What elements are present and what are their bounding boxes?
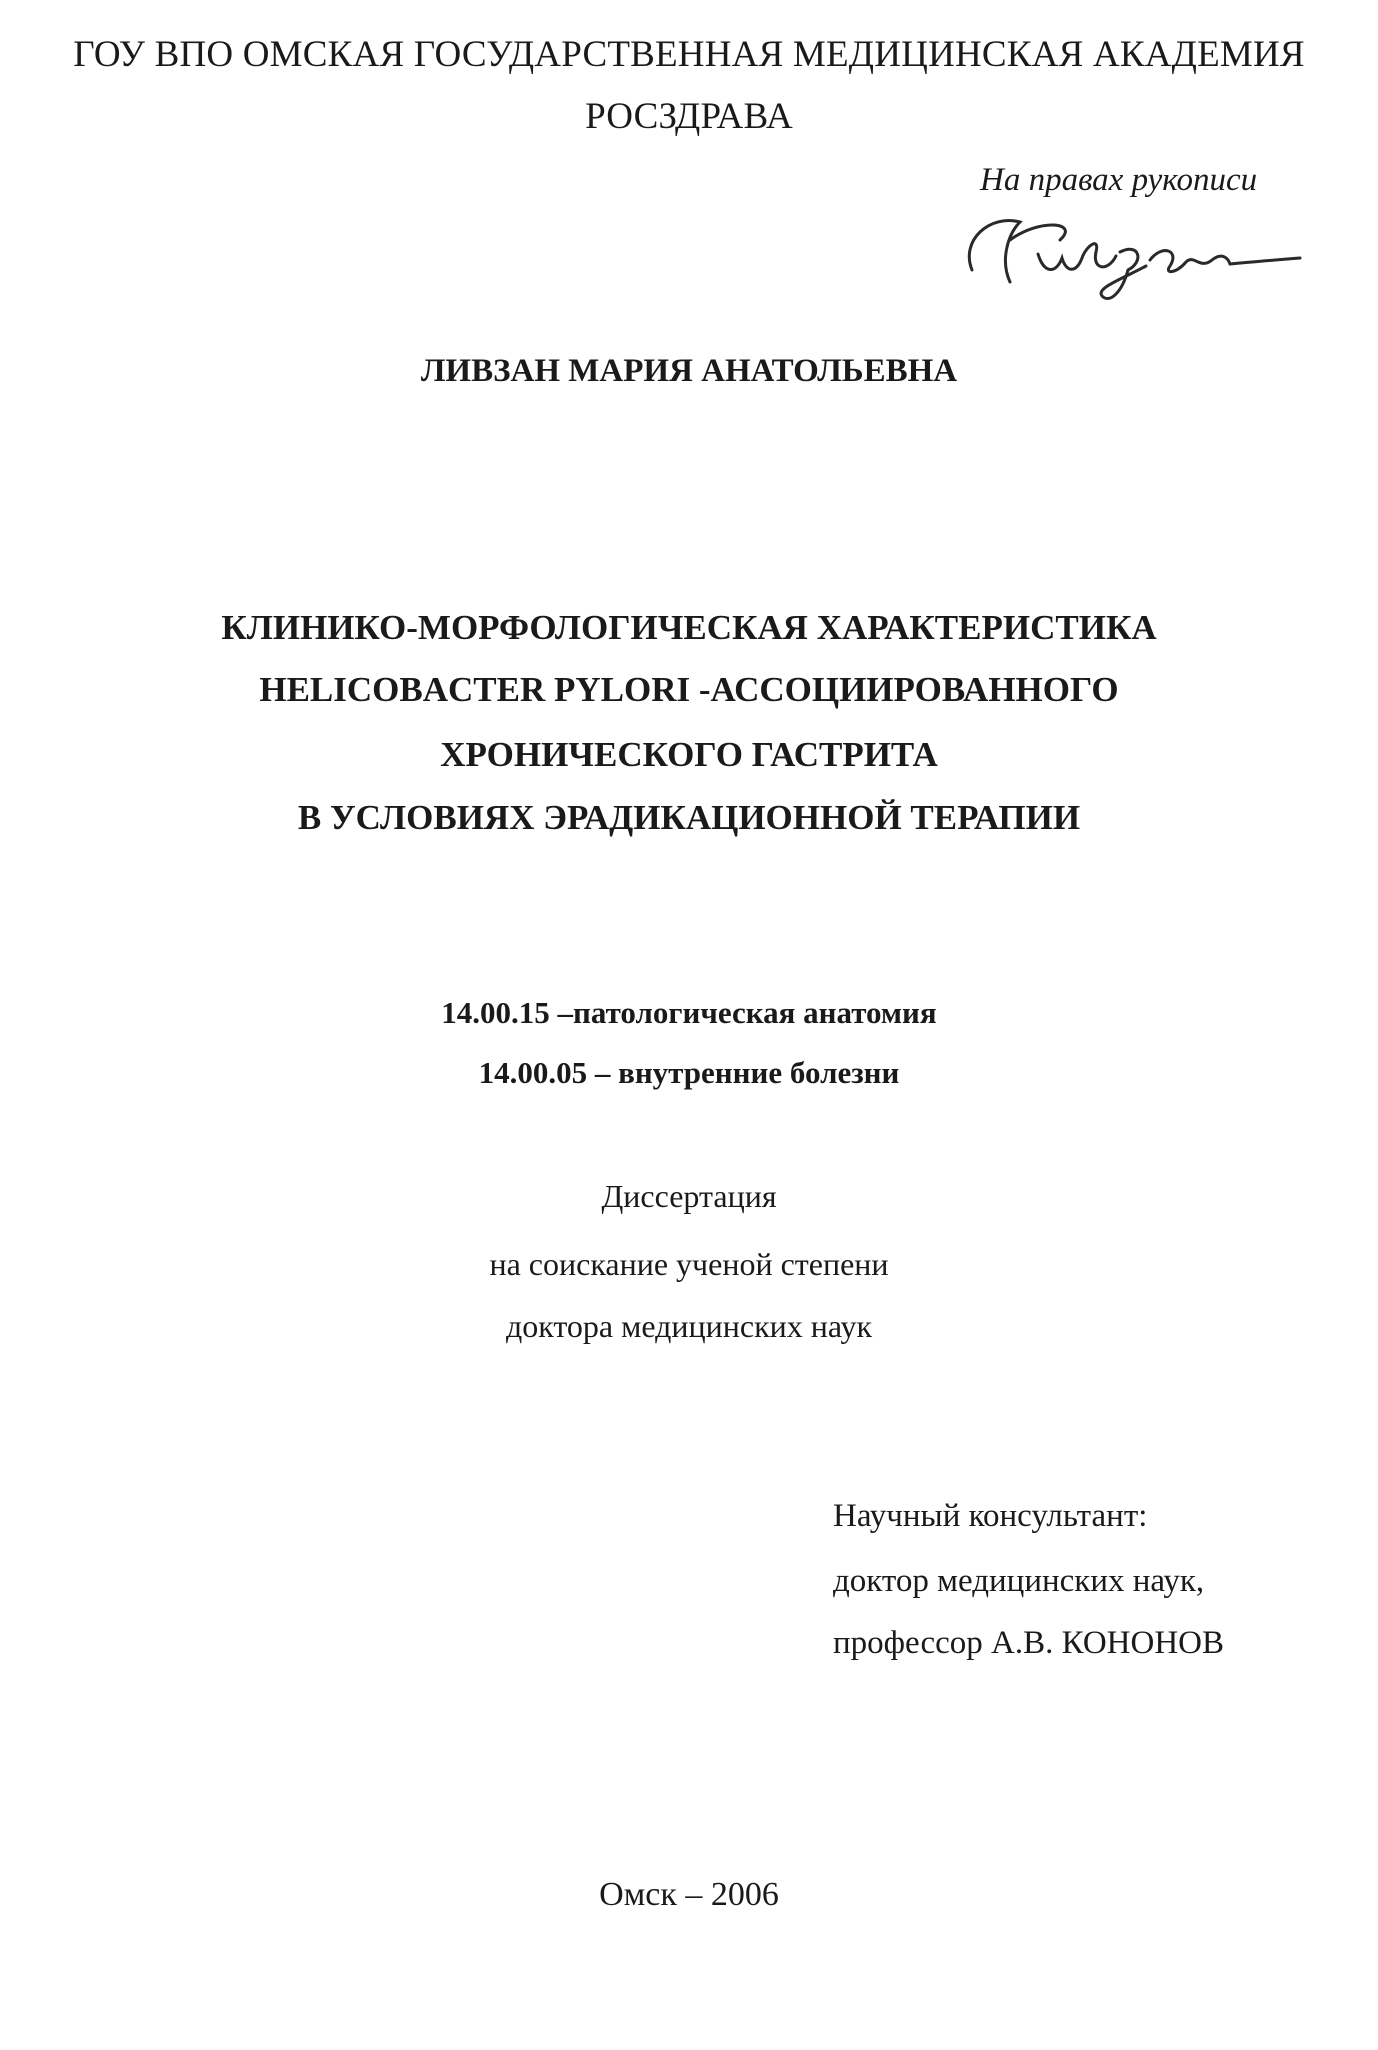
author-name: ЛИВЗАН МАРИЯ АНАТОЛЬЕВНА [420,353,958,389]
specialty-line-1: 14.00.15 –патологическая анатомия [441,995,937,1030]
institution-line-2: РОСЗДРАВА [585,96,793,137]
title-line-1: КЛИНИКО-МОРФОЛОГИЧЕСКАЯ ХАРАКТЕРИСТИКА [221,608,1157,647]
degree-line-3: доктора медицинских наук [505,1308,873,1344]
consultant-line-1: Научный консультант: [833,1498,1148,1534]
signature [950,200,1310,310]
degree-line-2: на соискание ученой степени [489,1246,889,1282]
specialty-line-2: 14.00.05 – внутренние болезни [478,1055,900,1090]
consultant-line-2: доктор медицинских наук, [833,1563,1205,1599]
city-year: Омск – 2006 [599,1876,779,1913]
manuscript-note: На правах рукописи [980,162,1258,198]
title-line-2: HELICOBACTER PYLORI -АССОЦИИРОВАННОГО [259,670,1119,709]
consultant-line-3: профессор А.В. КОНОНОВ [833,1625,1225,1661]
degree-line-1: Диссертация [601,1178,777,1214]
institution-line-1: ГОУ ВПО ОМСКАЯ ГОСУДАРСТВЕННАЯ МЕДИЦИНСКАЯ АКАДЕМИЯ [73,34,1305,75]
title-line-4: В УСЛОВИЯХ ЭРАДИКАЦИОННОЙ ТЕРАПИИ [297,798,1081,837]
title-line-3: ХРОНИЧЕСКОГО ГАСТРИТА [440,735,938,774]
